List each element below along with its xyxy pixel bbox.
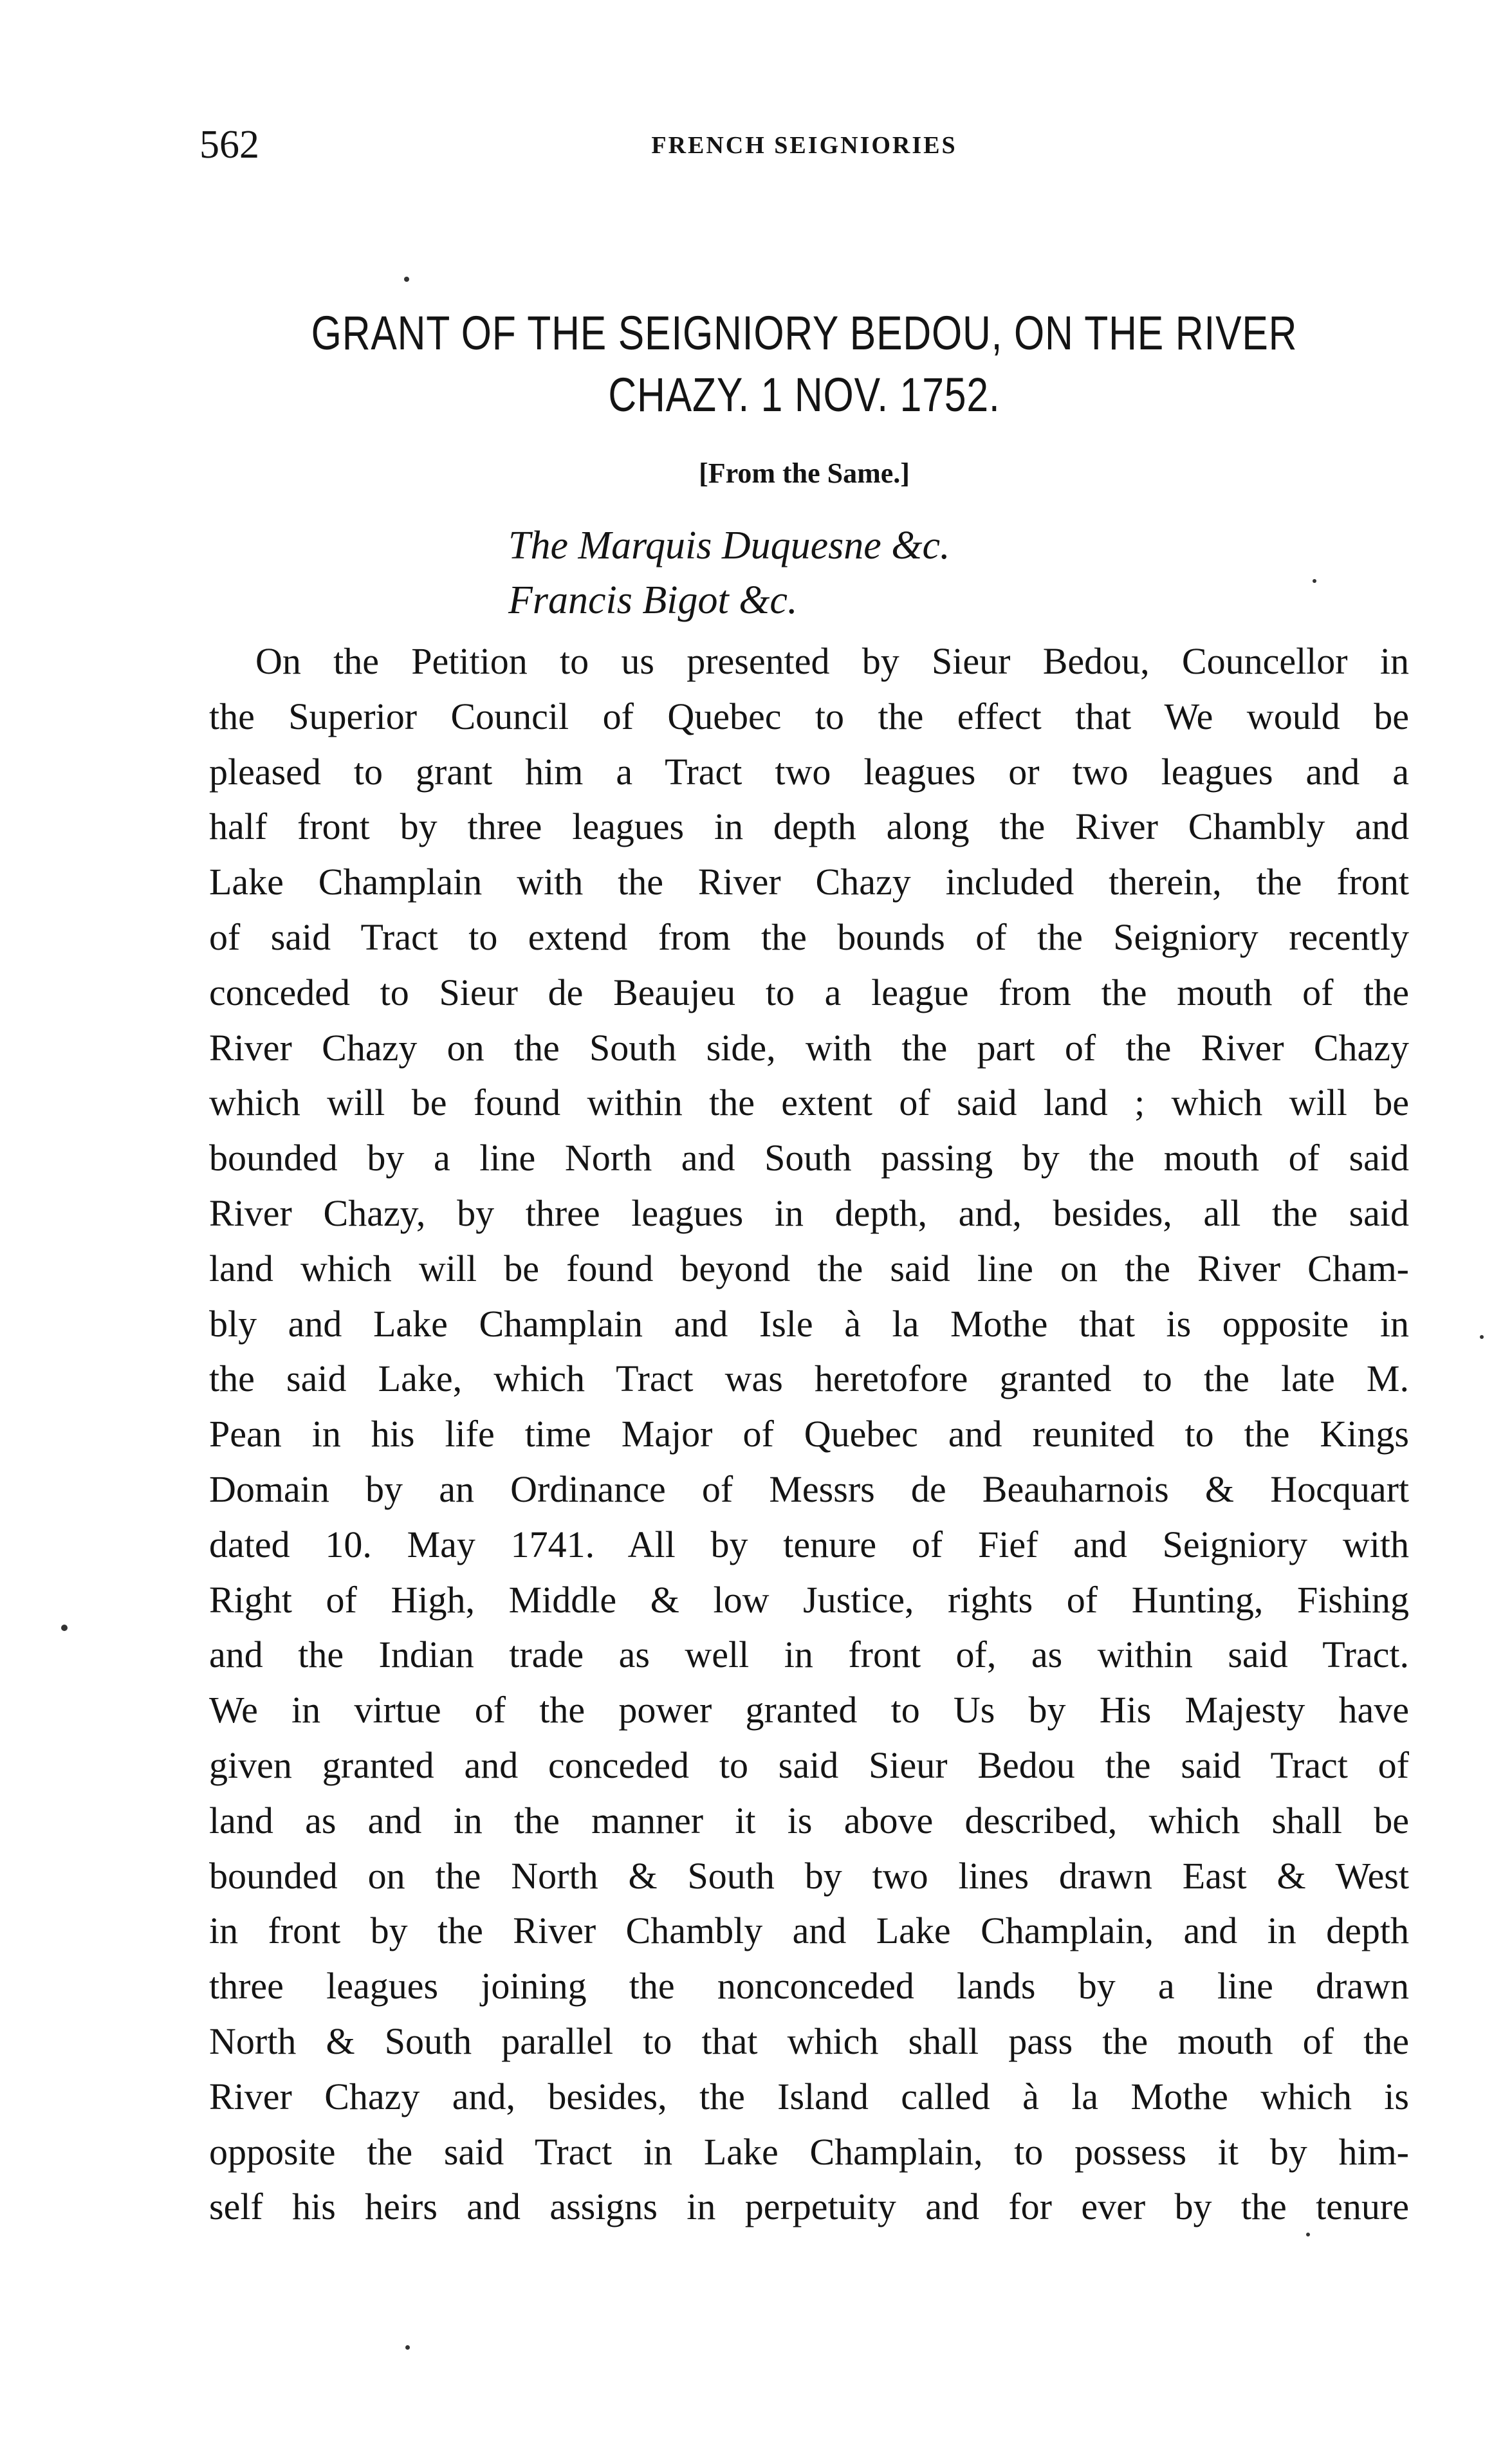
scan-speck <box>1313 579 1316 583</box>
scan-speck <box>1306 2233 1310 2236</box>
body-line: Domain by an Ordinance of Messrs de Beauharnois & Hocquart <box>209 1468 1409 1510</box>
body-line: of said Tract to extend from the bounds of the Seigniory recently <box>209 916 1409 958</box>
source-note: [From the Same.] <box>699 457 910 489</box>
body-line: in front by the River Chambly and Lake Champlain, and in depth <box>209 1910 1409 1952</box>
body-line: bounded on the North & South by two lines drawn East & West <box>209 1854 1409 1897</box>
body-line: the said Lake, which Tract was heretofore granted to the late M. <box>209 1358 1409 1400</box>
body-line: conceded to Sieur de Beaujeu to a league from the mouth of the <box>209 971 1409 1013</box>
document-title-line-2: CHAZY. 1 NOV. 1752. <box>608 368 1000 421</box>
body-line: land as and in the manner it is above described, which shall be <box>209 1799 1409 1841</box>
body-line: bly and Lake Champlain and Isle à la Mothe that is opposite in <box>209 1302 1409 1345</box>
scan-speck <box>405 2345 410 2350</box>
running-title: FRENCH SEIGNIORIES <box>651 132 957 159</box>
body-line: three leagues joining the nonconceded lands by a line drawn <box>209 1965 1409 2007</box>
page-number: 562 <box>199 123 259 167</box>
document-title <box>308 302 1300 426</box>
scan-speck <box>61 1625 68 1631</box>
body-line: River Chazy and, besides, the Island called à la Mothe which is <box>209 2075 1409 2117</box>
body-line: the Superior Council of Quebec to the effect that We would be <box>209 695 1409 737</box>
body-line: Right of High, Middle & low Justice, rights of Hunting, Fishing <box>209 1578 1409 1621</box>
body-line: River Chazy on the South side, with the part of the River Chazy <box>209 1026 1409 1069</box>
salutation-intendant: Francis Bigot &c. <box>508 578 798 622</box>
body-line: land which will be found beyond the said line on the River Cham- <box>209 1247 1409 1289</box>
body-paragraph <box>209 634 1409 2235</box>
body-line: North & South parallel to that which shall pass the mouth of the <box>209 2020 1409 2062</box>
body-line: opposite the said Tract in Lake Champlain, to possess it by him- <box>209 2130 1409 2173</box>
body-line: dated 10. May 1741. All by tenure of Fief and Seigniory with <box>209 1523 1409 1565</box>
body-line: self his heirs and assigns in perpetuity and for ever by the tenure <box>209 2186 1409 2228</box>
scan-speck <box>1480 1335 1484 1339</box>
body-line: which will be found within the extent of said land ; which will be <box>209 1082 1409 1124</box>
scan-speck <box>404 277 409 282</box>
running-head <box>199 122 1409 167</box>
body-line: Pean in his life time Major of Quebec and reunited to the Kings <box>209 1413 1409 1455</box>
body-line: Lake Champlain with the River Chazy included therein, the front <box>209 861 1409 903</box>
body-line: given granted and conceded to said Sieur Bedou the said Tract of <box>209 1744 1409 1786</box>
body-line: half front by three leagues in depth along the River Chambly and <box>209 806 1409 848</box>
body-line: and the Indian trade as well in front of, as within said Tract. <box>209 1634 1409 1676</box>
body-line: We in virtue of the power granted to Us by His Majesty have <box>209 1689 1409 1731</box>
body-line: bounded by a line North and South passing by the mouth of said <box>209 1137 1409 1179</box>
body-line: pleased to grant him a Tract two leagues or two leagues and a <box>209 750 1409 793</box>
document-title-line-1: GRANT OF THE SEIGNIORY BEDOU, ON THE RIVER <box>311 306 1298 360</box>
body-line: River Chazy, by three leagues in depth, and, besides, all the said <box>209 1192 1409 1234</box>
body-line: On the Petition to us presented by Sieur Bedou, Councellor in <box>255 640 1409 682</box>
salutation-governor: The Marquis Duquesne &c. <box>508 524 950 567</box>
